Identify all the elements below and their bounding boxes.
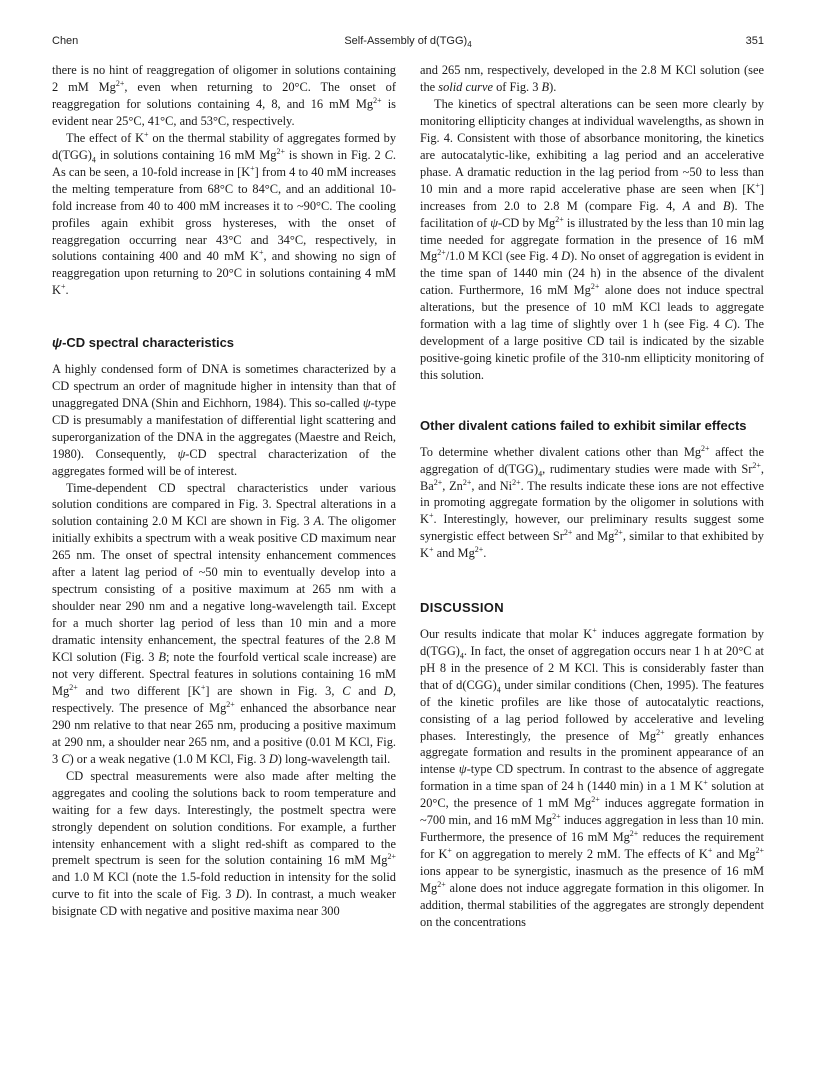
- paragraph: The effect of K+ on the thermal stability of aggregates formed by $d(TGG)_4$ in solutions containing 16 mM $Mg^{2+}$ is shown in Fig. 2 C. As can be seen, a 10-fold increase in [K+] from 4 to 40 mM increases the melting temperature from 68°C to 84°C, and an additional 10-fold increase from 40 to 400 mM increases it to ~90°C. The cooling profiles again exhibit gross hystereses, with the onset of reaggregation occurring near 43°C and 34°C, respectively, in solutions containing 400 and 40 mM K+, and showing no sign of reaggregation upon returning to 20°C in solutions containing 4 mM K+.: [52, 129, 397, 298]
- paragraph: Our results indicate that molar K+ induces aggregate formation by $d(TGG)_4$. In fact, the onset of aggregation occurs near 1 h at 20°C at pH 8 in the presence of 2 M KCl. This is considerably faster than that of $d(CGG)_4$ under similar conditions (Chen, 1995). The features of the kinetic profiles are like those of autocatalytic reactions, consisting of a lag period followed by accelerative and leveling phases. Interestingly, the presence of $Mg^{2+}$ greatly enhances aggregate formation and results in the prominent appearance of an intense ψ-type CD spectrum. In contrast to the absence of aggregate formation in a time span of 24 h (1440 min) in a 1 M K+ solution at 20°C, the presence of 1 mM $Mg^{2+}$ induces aggregate formation in ~700 min, and 16 mM $Mg^{2+}$ induces aggregation in less than 10 min. Furthermore, the presence of 16 mM $Mg^{2+}$ reduces the requirement for K+ on aggregation to merely 2 mM. The effects of K+ and $Mg^{2+}$ ions appear to be synergistic, inasmuch as the presence of 16 mM $Mg^{2+}$ alone does not induce aggregate formation in this oligomer. In addition, thermal stabilities of the aggregates are strongly dependent on the concentrations: [420, 625, 764, 929]
- section-heading: Other divalent cations failed to exhibit similar effects: [420, 418, 747, 434]
- paragraph: and 265 nm, respectively, developed in the 2.8 M KCl solution (see the solid curve of Fig. 3 B).: [420, 63, 764, 94]
- paragraph: there is no hint of reaggregation of oligomer in solutions containing 2 mM $Mg^{2+}$, even when returning to 20°C. The onset of reaggregation for solutions containing 4, 8, and 16 mM $Mg^{2+}$ is evident near 25°C, 41°C, and 53°C, respectively.: [52, 63, 396, 128]
- page-number: 351: [745, 35, 764, 47]
- paragraph: The kinetics of spectral alterations can be seen more clearly by monitoring ellipticity changes at individual wavelengths, as shown in Fig. 4. Consistent with those of absorbance monitoring, the kinetics are autocatalytic-like, exhibiting a lag period and an accelerative phase. A dramatic reduction in the lag period from ~50 to less than 10 min and a more rapid accelerative phase are seen when [K+] increases from 2.0 to 2.8 M (compare Fig. 4, A and B). The facilitation of ψ-CD by $Mg^{2+}$ is illustrated by the less than 10 min lag time needed for aggregate formation in the presence of 16 mM $Mg^{2+}/1.0$ M KCl (see Fig. 4 D). No onset of aggregation is evident in the time span of 1440 min (24 h) in the absence of the divalent cation. Furthermore, 16 mM $Mg^{2+}$ alone does not induce spectral alterations, but the presence of 10 mM KCl leads to aggregate formation with a lag time of slightly over 1 h (see Fig. 4 C). The development of a large positive CD tail is indicated by the sizable positive-going kinetic profile of the 310-nm ellipticity monitoring of this solution.: [420, 96, 765, 383]
- running-header-title: Self-Assembly of $d(TGG)_4$: [344, 35, 472, 50]
- paragraph: Time-dependent CD spectral characteristics under various solution conditions are compared in Fig. 3. Spectral alterations in a solution containing 2.0 M KCl are shown in Fig. 3 A. The oligomer initially exhibits a spectrum with a weak positive CD maximum near 265 nm. The onset of spectral intensity enhancement commences after a latent lag period of ~50 min to eventually develop into a spectrum consisting of a positive maximum at 265 nm with a shoulder near 290 nm and a negative long-wavelength tail. Except for a much shorter lag period of less than 10 min and a more dramatic intensity enhancement, the spectral features of the 2.8 M KCl solution (Fig. 3 B; note the fourfold vertical scale increase) are not very different. Spectral features in solutions containing 16 mM $Mg^{2+}$ and two different [K+] are shown in Fig. 3, C and D, respectively. The presence of $Mg^{2+}$ enhanced the absorbance near 290 nm relative to that near 265 nm, producing a positive maximum at 290 nm, a shoulder near 265 nm, and a positive (0.01 M KCl, Fig. 3 C) or a weak negative (1.0 M KCl, Fig. 3 D) long-wavelength tail.: [52, 480, 396, 766]
- running-header: [52, 35, 764, 49]
- paragraph: CD spectral measurements were also made after melting the aggregates and cooling the solutions back to room temperature and waiting for a few days. Interestingly, the postmelt spectra were strongly dependent on solution conditions. For example, a further intensity enhancement with a slight red-shift as compared to the premelt spectrum is seen for the solution containing 16 mM $Mg^{2+}$ and 1.0 M KCl (note the 1.5-fold reduction in intensity for the solid curve to fit into the scale of Fig. 3 D). In contrast, a much weaker bisignate CD with negative and positive maxima near 300: [52, 768, 396, 919]
- running-header-author: Chen: [52, 35, 79, 47]
- right-column: [420, 62, 764, 931]
- left-column: [52, 62, 396, 920]
- section-heading: ψ-CD spectral characteristics: [52, 335, 235, 351]
- section-heading-discussion: DISCUSSION: [420, 600, 504, 616]
- paragraph: To determine whether divalent cations other than $Mg^{2+}$ affect the aggregation of $d(TGG)_4$, rudimentary studies were made with $Sr^{2+}$, $Ba^{2+}$, $Zn^{2+}$, and $Ni^{2+}$. The results indicate these ions are not effective in promoting aggregate formation by the oligomer in solutions with K+. Interestingly, however, our preliminary results suggest some synergistic effect between $Sr^{2+}$ and $Mg^{2+}$, similar to that exhibited by K+ and $Mg^{2+}$.: [420, 443, 764, 561]
- paragraph: A highly condensed form of DNA is sometimes characterized by a CD spectrum an order of magnitude higher in intensity than that of unaggregated DNA (Shin and Eichhorn, 1984). This so-called ψ-type CD is presumably a manifestation of differential light scattering and superorganization of the DNA in the aggregates (Maestre and Reich, 1980). Consequently, ψ-CD spectral characterization of the aggregates formed will be of interest.: [52, 361, 396, 478]
